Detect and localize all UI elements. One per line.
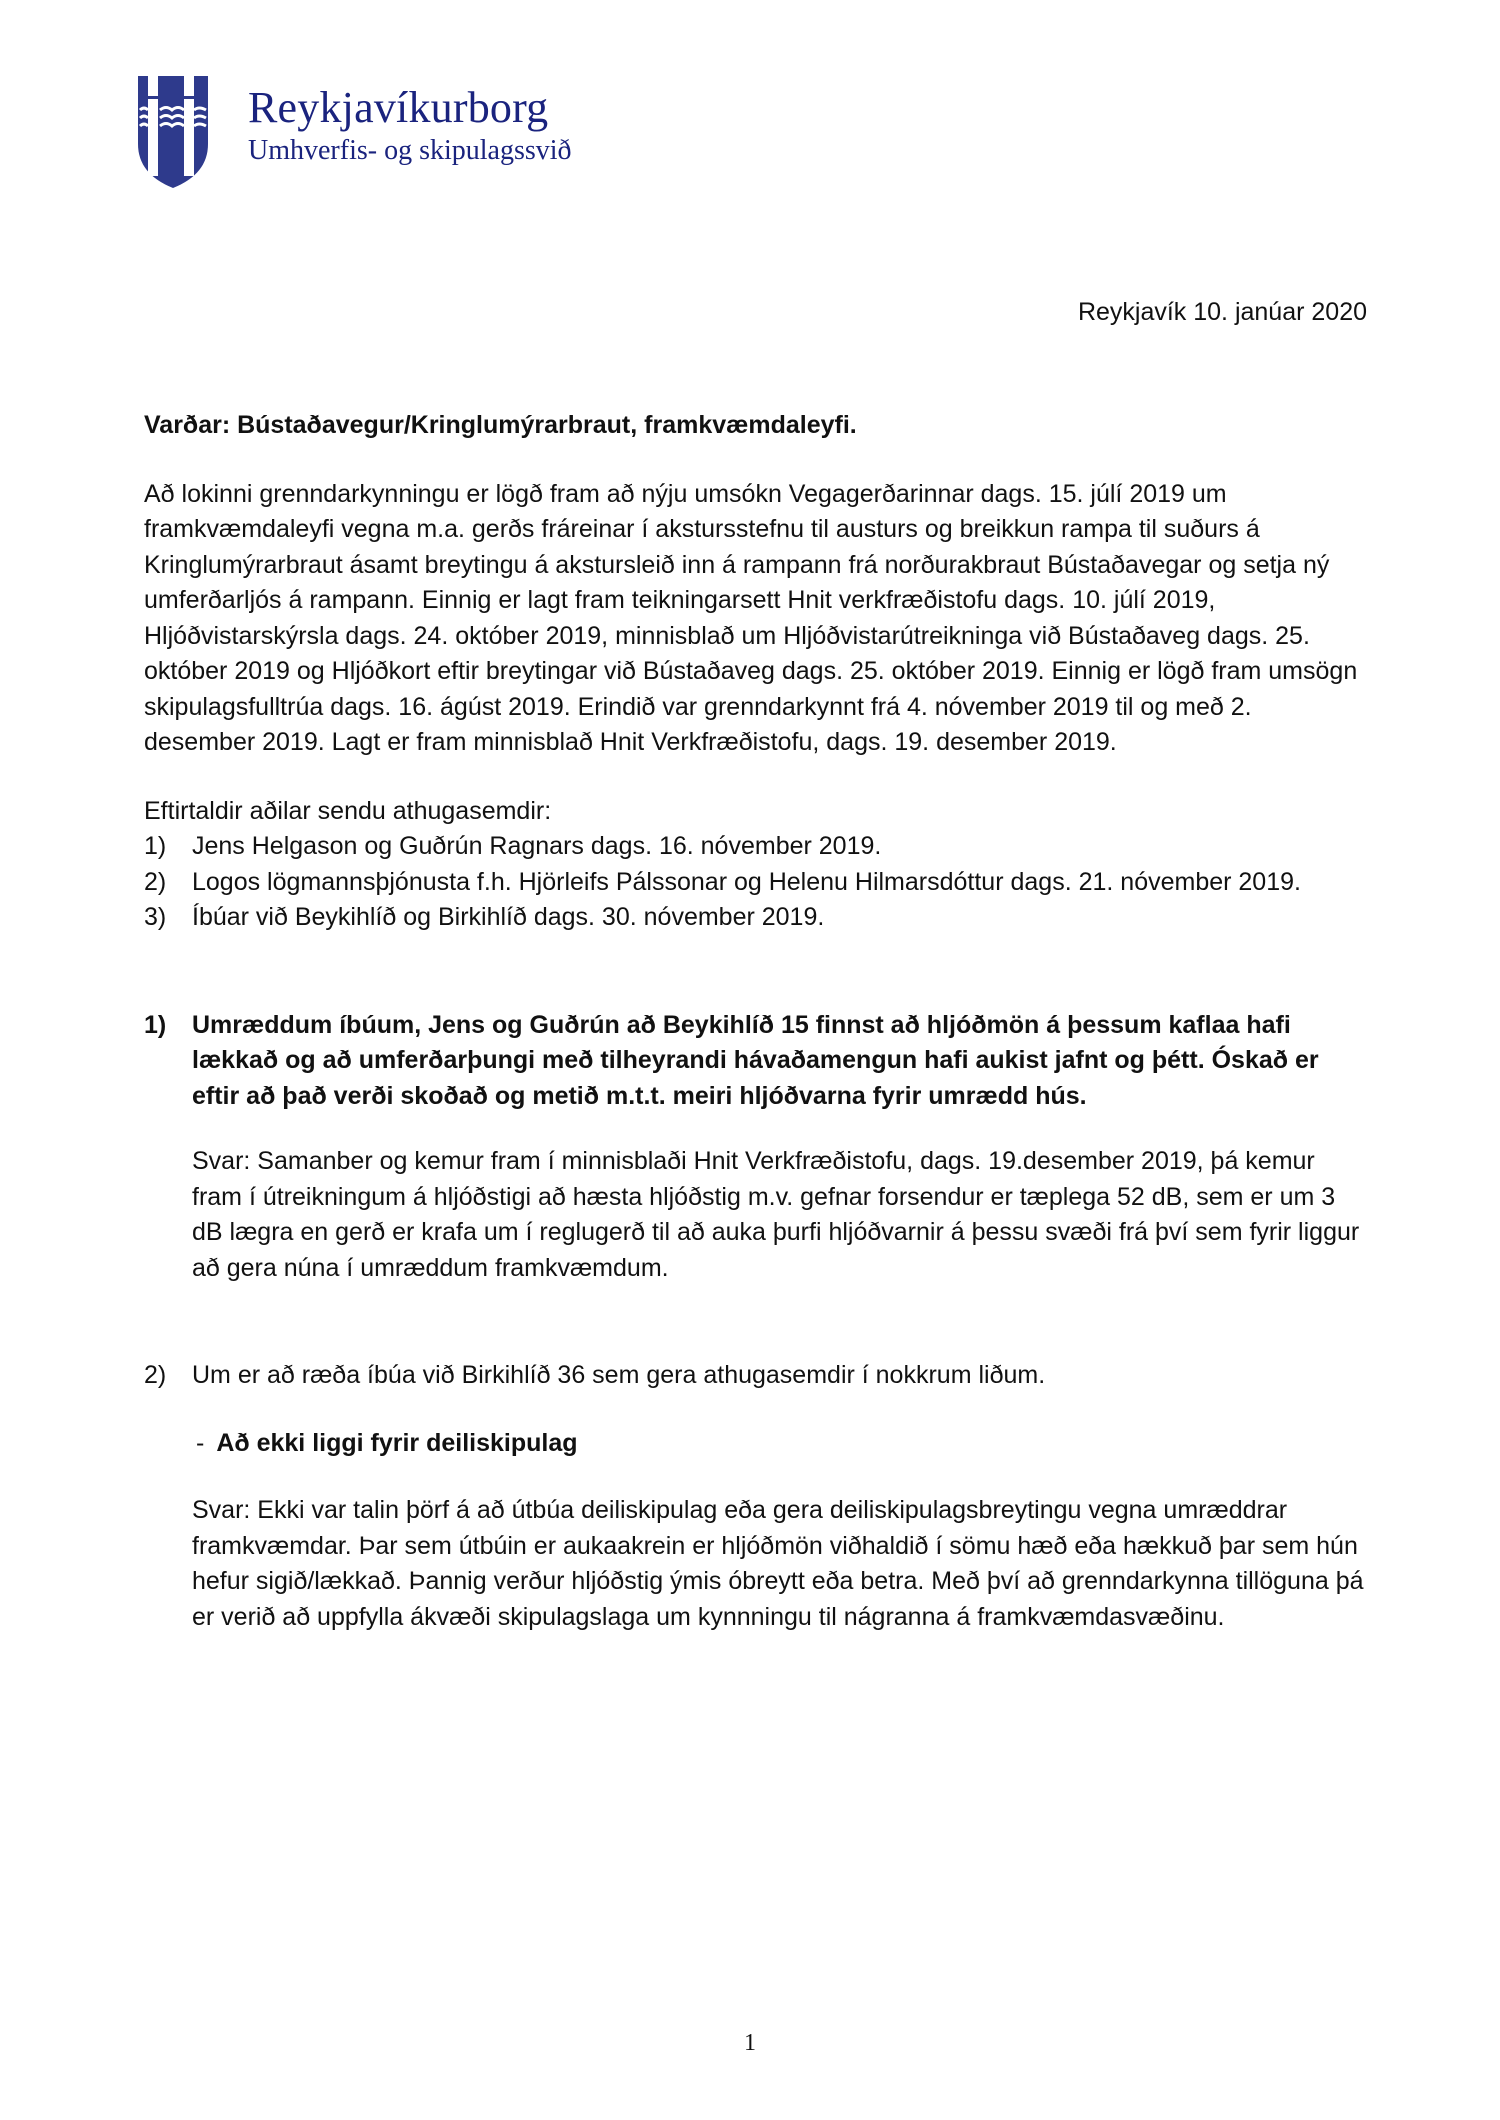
subpoint-heading: Að ekki liggi fyrir deiliskipulag bbox=[216, 1428, 578, 1457]
organization-name: Reykjavíkurborg bbox=[248, 83, 549, 132]
list-text: Jens Helgason og Guðrún Ragnars dags. 16. nóvember 2019. bbox=[192, 832, 882, 860]
section-2-intro bbox=[144, 1358, 1364, 1394]
list-text: Logos lögmannsþjónusta f.h. Hjörleifs Pálssonar og Helenu Hilmarsdóttur dags. 21. nóvember 2019. bbox=[192, 867, 1301, 896]
letter-body bbox=[144, 408, 1364, 1635]
dash-bullet: - bbox=[196, 1428, 205, 1457]
section-1-answer: Svar: Samanber og kemur fram í minnisblaði Hnit Verkfræðistofu, dags. 19.desember 2019, þá kemur fram í útreikningum á hljóðstigi að hæsta hljóðstig m.v. gefnar forsendur er tæplega 52 dB, sem er um 3 dB lægra en gerð er krafa um í reglugerð til að auka þurfi hljóðvarnir á þessu svæði frá því sem fyrir liggur að gera núna í umræddum framkvæmdum. bbox=[192, 1147, 1360, 1282]
list-number: 2) bbox=[144, 867, 167, 896]
section-2-intro-text: Um er að ræða íbúa við Birkihlíð 36 sem gera athugasemdir í nokkrum liðum. bbox=[192, 1361, 1046, 1389]
letterhead bbox=[136, 74, 572, 190]
commenters-list bbox=[144, 829, 1364, 936]
letter-date: Reykjavík 10. janúar 2020 bbox=[1077, 298, 1367, 326]
subject-line: Varðar: Bústaðavegur/Kringlumýrarbraut, framkvæmdaleyfi. bbox=[144, 411, 857, 439]
list-item bbox=[144, 900, 1364, 936]
list-item bbox=[144, 829, 1364, 865]
section-2-subpoint bbox=[192, 1426, 1364, 1462]
commenters-heading: Eftirtaldir aðilar sendu athugasemdir: bbox=[144, 796, 552, 825]
section-2-answer: Svar: Ekki var talin þörf á að útbúa deiliskipulag eða gera deiliskipulagsbreytingu vegna umræddrar framkvæmdar. Þar sem útbúin er aukaakrein er hljóðmön viðhaldið í sömu hæð eða hækkuð þar sem hún hefur sigið/lækkað. Þannig verður hljóðstig ýmis óbreytt eða betra. Með því að grenndarkynna tillöguna þá er verið að uppfylla ákvæði skipulagslaga um kynnningu til nágranna á framkvæmdasvæðinu. bbox=[192, 1496, 1364, 1631]
section-number: 2) bbox=[144, 1361, 167, 1389]
reykjavik-coat-of-arms-icon bbox=[136, 74, 210, 190]
page-number: 1 bbox=[744, 2030, 756, 2056]
intro-paragraph: Að lokinni grenndarkynningu er lögð fram að nýju umsókn Vegagerðarinnar dags. 15. júlí 2019 um framkvæmdaleyfi vegna m.a. gerðs fráreinar í akstursstefnu til austurs og breikkun rampa til suðurs á Kringlumýrarbraut ásamt breytingu á akstursleið inn á rampann frá norðurakbraut Bústaðavegar og setja ný umferðarljós á rampann. Einnig er lagt fram teikningarsett Hnit verkfræðistofu dags. 10. júlí 2019, Hljóðvistarskýrsla dags. 24. október 2019, minnisblað um Hljóðvistarútreikninga við Bústaðaveg dags. 25. október 2019 og Hljóðkort eftir breytingar við Bústaðaveg dags. 25. október 2019. Einnig er lögð fram umsögn skipulagsfulltrúa dags. 16. ágúst 2019. Erindið var grenndarkynnt frá 4. nóvember 2019 til og með 2. desember 2019. Lagt er fram minnisblað Hnit Verkfræðistofu, dags. 19. desember 2019. bbox=[144, 479, 1358, 756]
list-text: Íbúar við Beykihlíð og Birkihlíð dags. 30. nóvember 2019. bbox=[192, 903, 825, 931]
section-1-comment bbox=[144, 1008, 1364, 1115]
list-item bbox=[144, 865, 1364, 901]
list-number: 1) bbox=[144, 832, 167, 860]
department-name: Umhverfis- og skipulagssvið bbox=[248, 135, 572, 166]
section-number: 1) bbox=[144, 1010, 167, 1039]
list-number: 3) bbox=[144, 903, 167, 931]
section-1-comment-text: Umræddum íbúum, Jens og Guðrún að Beykihlíð 15 finnst að hljóðmön á þessum kaflaa hafi lækkað og að umferðarþungi með tilheyrandi hávaðamengun hafi aukist jafnt og þétt. Óskað er eftir að það verði skoðað og metið m.t.t. meiri hljóðvarna fyrir umrædd hús. bbox=[192, 1010, 1319, 1110]
